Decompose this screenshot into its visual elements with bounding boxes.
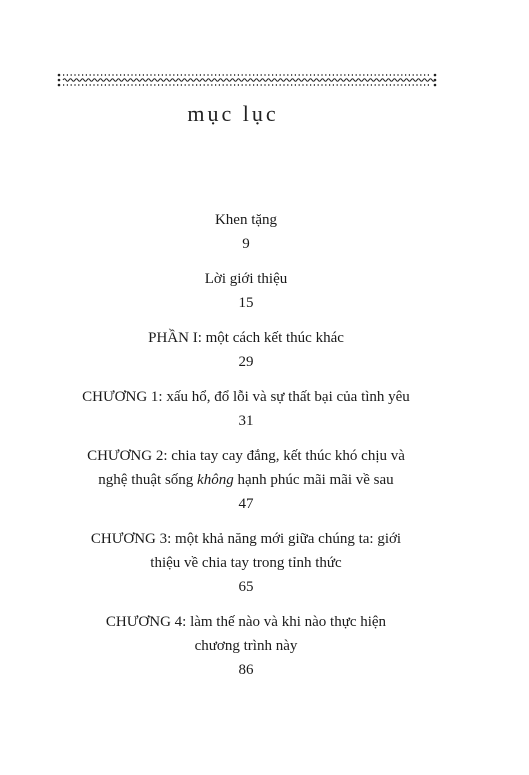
- toc-entry-page: 47: [238, 496, 254, 512]
- toc-entry-chapter-1: [40, 385, 452, 433]
- toc-entry-title-line-1: CHƯƠNG 4: làm thế nào và khi nào thực hiện: [105, 614, 387, 630]
- toc-entry-title: Khen tặng: [214, 212, 278, 228]
- toc-entry-title: Lời giới thiệu: [204, 271, 288, 287]
- toc-entry-chapter-2: [40, 444, 452, 516]
- toc-entry-page: 15: [238, 295, 254, 311]
- toc-entry-part-1: [40, 326, 452, 374]
- toc-entry-page: 31: [238, 413, 254, 429]
- toc-entry-page: 9: [242, 236, 250, 252]
- toc-entry-page: 29: [238, 354, 254, 370]
- table-of-contents: [40, 208, 452, 693]
- toc-entry-title-line-2: chương trình này: [194, 638, 298, 654]
- page-title: mục lục: [187, 101, 279, 126]
- toc-entry-acknowledgements: [40, 208, 452, 256]
- toc-entry-title-line-2: thiệu về chia tay trong tỉnh thức: [150, 555, 342, 571]
- toc-text-segment: hạnh phúc mãi mãi về sau: [233, 472, 394, 488]
- toc-entry-title-line-1: CHƯƠNG 2: chia tay cay đắng, kết thúc khó chịu và: [87, 448, 405, 464]
- toc-entry-title: CHƯƠNG 1: xấu hổ, đổ lỗi và sự thất bại của tình yêu: [82, 389, 410, 405]
- toc-entry-title-line-2: [40, 468, 452, 492]
- toc-entry-introduction: [40, 267, 452, 315]
- decorative-border-ornament: [57, 73, 437, 87]
- toc-text-italic: không: [197, 472, 234, 488]
- toc-entry-title-line-1: CHƯƠNG 3: một khả năng mới giữa chúng ta: giới: [90, 531, 402, 547]
- toc-entry-title: PHẦN I: một cách kết thúc khác: [148, 330, 344, 346]
- toc-entry-page: 65: [238, 579, 254, 595]
- toc-entry-chapter-3: [40, 527, 452, 599]
- toc-entry-page: 86: [238, 662, 254, 678]
- toc-text-segment: nghệ thuật sống: [98, 472, 198, 488]
- toc-entry-chapter-4: [40, 610, 452, 682]
